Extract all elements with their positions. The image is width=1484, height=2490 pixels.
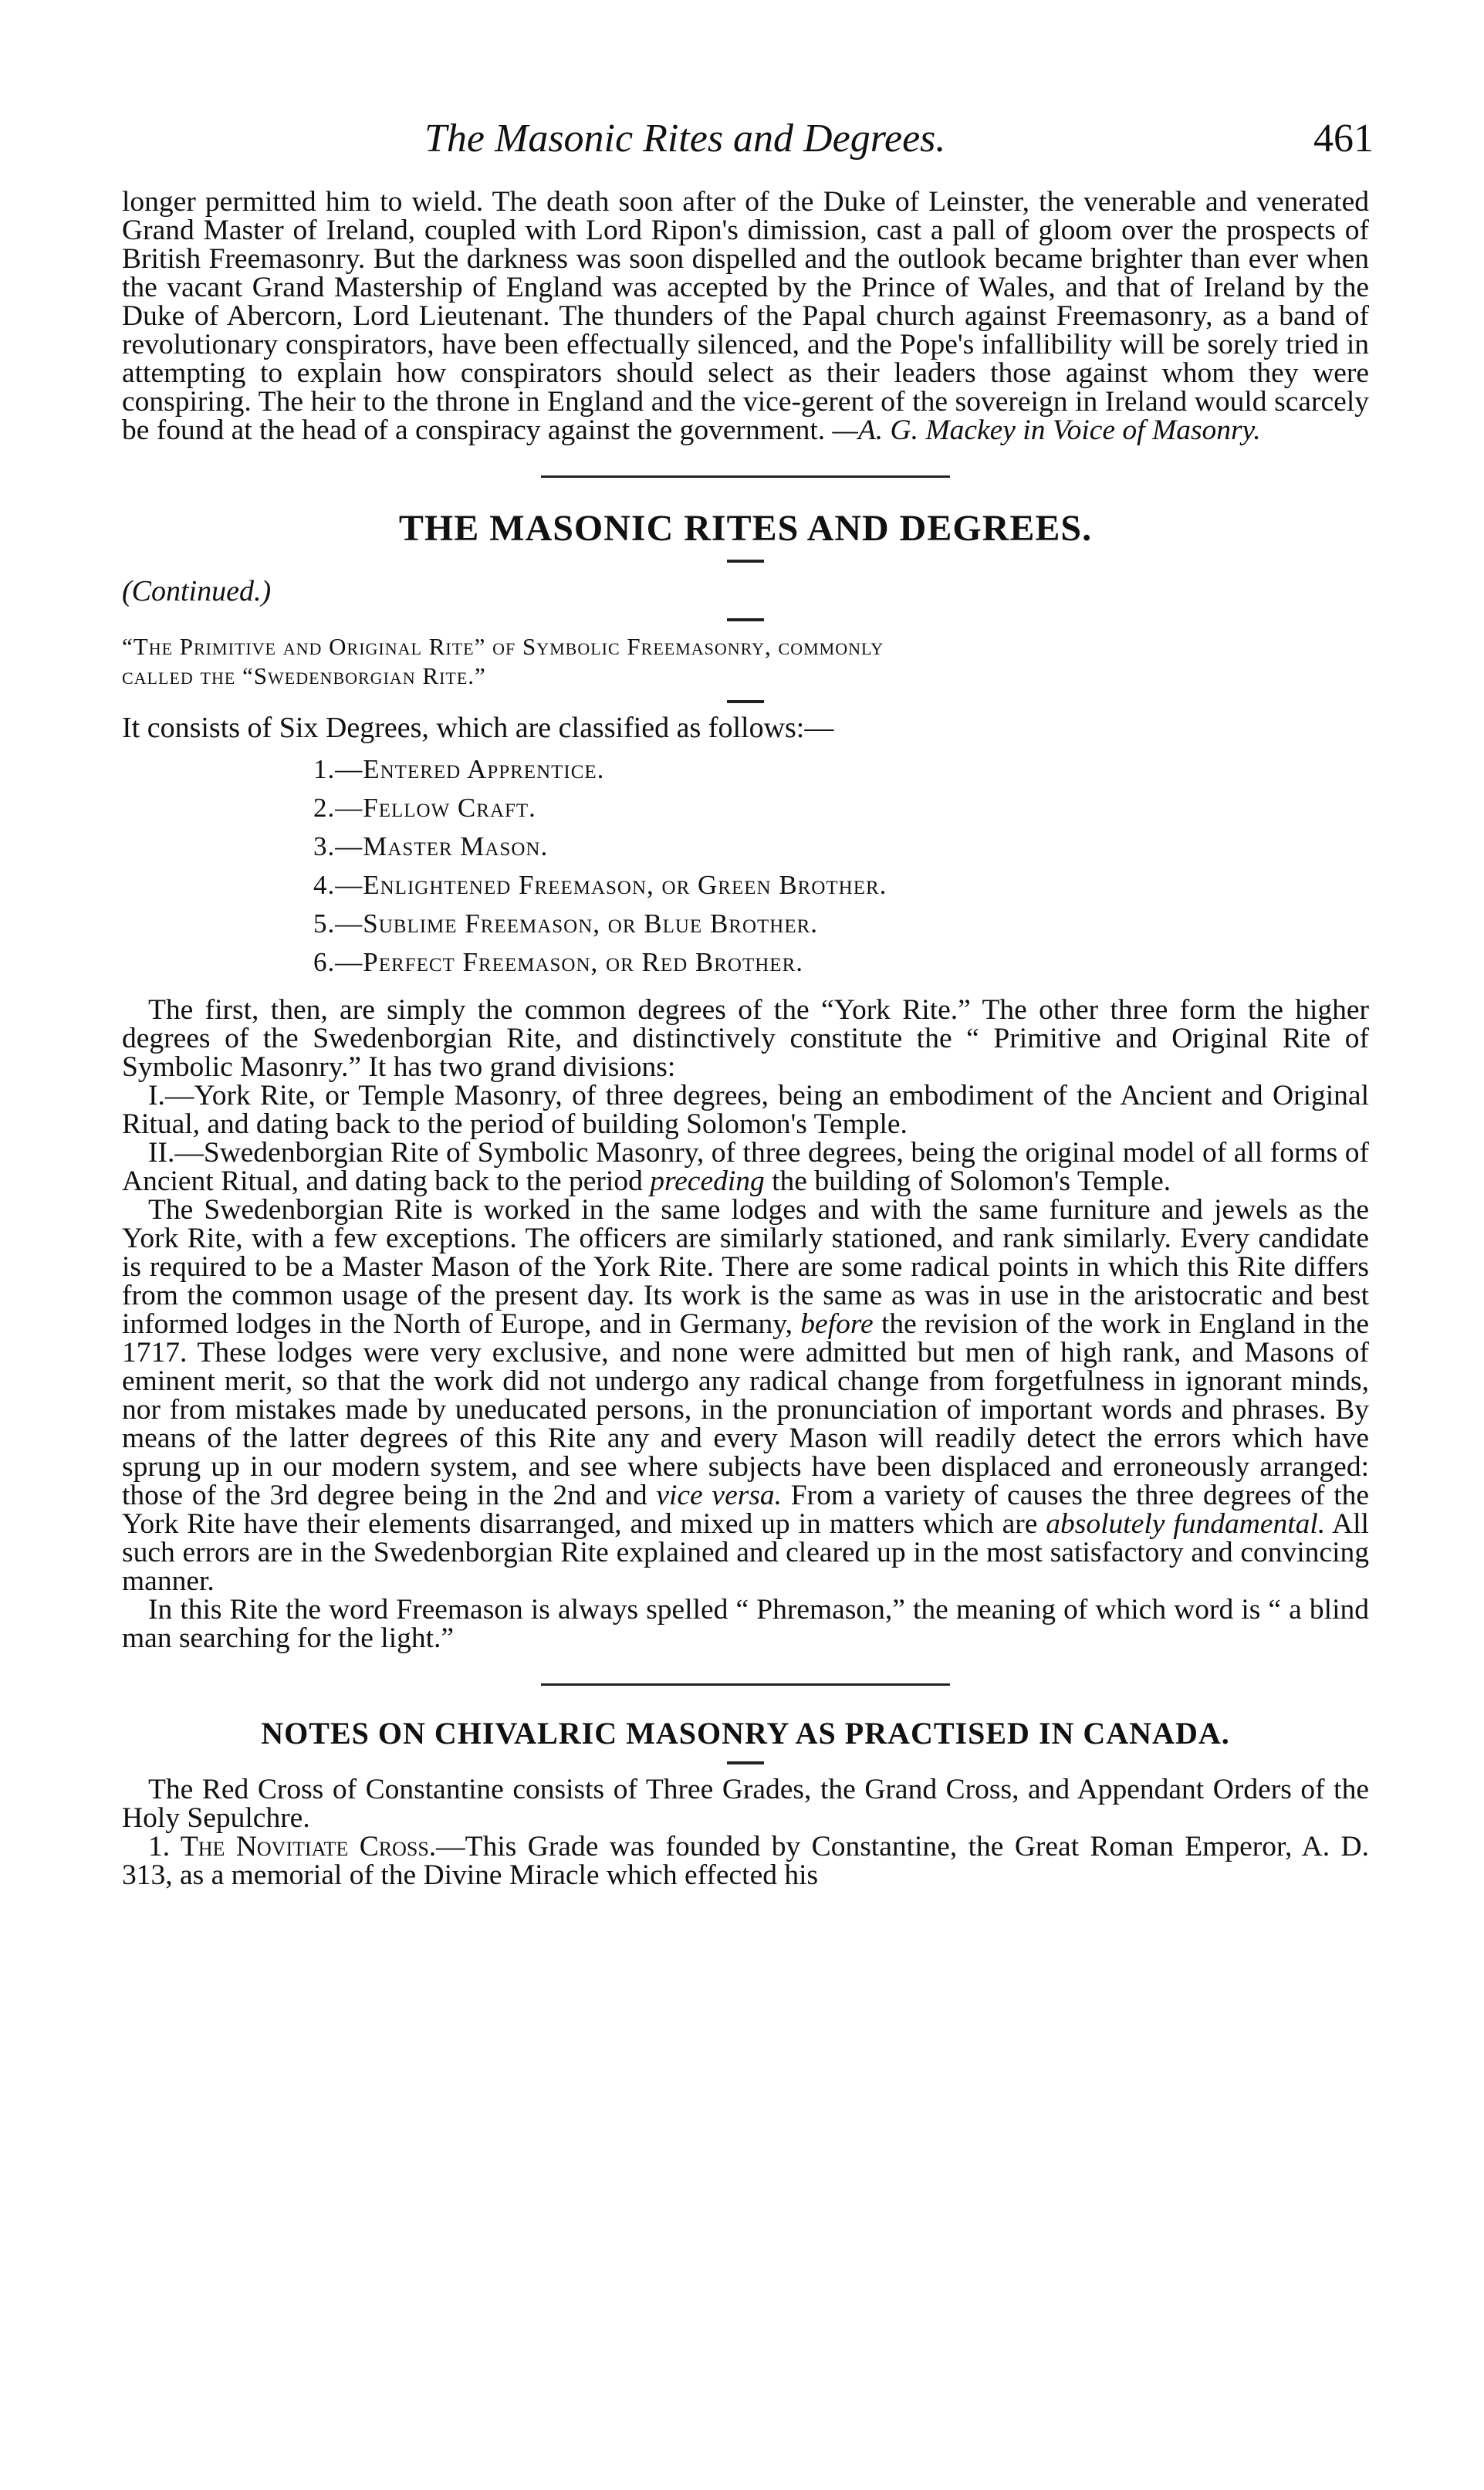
emphasis-text: absolutely fundamental. bbox=[1046, 1508, 1326, 1540]
running-head bbox=[123, 116, 1374, 162]
short-rule bbox=[727, 618, 764, 621]
section1-body bbox=[122, 996, 1369, 1653]
running-title: The Masonic Rites and Degrees. bbox=[424, 117, 946, 161]
paragraph-swedenborgian-rite bbox=[122, 1138, 1369, 1196]
opening-paragraph bbox=[122, 188, 1369, 445]
short-rule bbox=[727, 700, 764, 703]
paragraph-red-cross: The Red Cross of Constantine consists of Three Grades, the Grand Cross, and Appendant Orders of the Holy Sepulchre. bbox=[122, 1774, 1369, 1834]
subtitle-line-2: called the “Swedenborgian Rite.” bbox=[122, 662, 486, 689]
degrees-list bbox=[122, 750, 1369, 982]
emphasis-text: preceding bbox=[650, 1165, 765, 1197]
degree-item: 1.—Entered Apprentice. bbox=[313, 754, 605, 784]
section-divider-rule bbox=[541, 1683, 950, 1686]
text-run: the revision of the work in England in the 1717. These lodges were very exclusive, and none were admitted but men of high rank, and Masons of eminent merit, so that the work did not undergo any radical change from forgetfulness in ignorant minds, nor from mistakes made by uneducated persons, in the pronunciation of important words and phrases. By means of the latter degrees of this Rite any and every Mason will readily detect the errors which have sprung up in our modern system, and see where subjects have been displaced and erroneously arranged: those of the 3rd degree being in the 2nd and bbox=[122, 1308, 1369, 1511]
section-divider-rule bbox=[541, 475, 950, 478]
text-run: the building of Solomon's Temple. bbox=[764, 1165, 1171, 1197]
text-run: From a variety of causes the three degrees of the York Rite have their elements disarranged, and mixed up in matters which are bbox=[122, 1480, 1370, 1540]
short-rule bbox=[727, 1761, 764, 1764]
text-run: —This Grade was founded by Constantine, the Great Roman Emperor, A. D. 313, as a memorial of the Divine Miracle which effected his bbox=[122, 1831, 1369, 1891]
text-run: II.—Swedenborgian Rite of Symbolic Masonry, of three degrees, being the original model of all forms of Ancient Ritual, and dating back to the period bbox=[122, 1137, 1369, 1197]
degree-item: 2.—Fellow Craft. bbox=[313, 793, 536, 823]
continued-label: (Continued.) bbox=[122, 575, 272, 607]
short-rule bbox=[727, 560, 764, 563]
degree-item: 6.—Perfect Freemason, or Red Brother. bbox=[313, 947, 804, 977]
page-content bbox=[122, 188, 1369, 1889]
paragraph-novitiate-cross bbox=[122, 1832, 1369, 1889]
degree-item: 4.—Enlightened Freemason, or Green Brother. bbox=[313, 870, 887, 900]
paragraph-york-rite: I.—York Rite, or Temple Masonry, of three degrees, being an embodiment of the Ancient and Original Ritual, and dating back to the period of building Solomon's Temple. bbox=[122, 1080, 1369, 1140]
page-number: 461 bbox=[1313, 117, 1374, 161]
grade-heading: 1. The Novitiate Cross. bbox=[148, 1831, 437, 1862]
paragraph-first-degrees: The first, then, are simply the common degrees of the “York Rite.” The other three form the higher degrees of the Swedenborgian Rite, and distinctively constitute the “ Primitive and Original Rite of Symbolic Masonry.” It has two grand divisions: bbox=[122, 994, 1369, 1083]
section2-body bbox=[122, 1775, 1369, 1889]
subtitle-line-1: “The Primitive and Original Rite” of Symbolic Freemasonry, commonly bbox=[122, 633, 884, 660]
opening-paragraph-text: longer permitted him to wield. The death soon after of the Duke of Leinster, the venerable and venerated Grand Master of Ireland, coupled with Lord Ripon's dimission, cast a pall of gloom over the prospects of British Freemasonry. But the darkness was soon dispelled and the outlook became brighter than ever when the vacant Grand Mastership of England was accepted by the Prince of Wales, and that of Ireland by the Duke of Abercorn, Lord Lieutenant. The thunders of the Papal church against Freemasonry, as a band of revolutionary conspirators, have been effectually silenced, and the Pope's infallibility will be sorely tried in attempting to explain how conspirators should select as their leaders those against whom they were conspiring. The heir to the throne in England and the vice-gerent of the sovereign in Ireland would scarcely be found at the head of a conspiracy against the government. bbox=[122, 186, 1369, 446]
opening-signature: —A. G. Mackey in Voice of Masonry. bbox=[832, 414, 1261, 446]
paragraph-lodges bbox=[122, 1196, 1369, 1595]
emphasis-text: before bbox=[800, 1308, 874, 1340]
text-run: The Swedenborgian Rite is worked in the same lodges and with the same furniture and jewels as the York Rite, with a few exceptions. The officers are similarly stationed, and rank similarly. Every candidate is required to be a Master Mason of the York Rite. There are some radical points in which this Rite differs from the common usage of the present day. Its work is the same as was in use in the aristocratic and best informed lodges in the North of Europe, and in Germany, bbox=[122, 1194, 1369, 1340]
degree-item: 5.—Sublime Freemason, or Blue Brother. bbox=[313, 908, 819, 939]
paragraph-phremason: In this Rite the word Freemason is always spelled “ Phremason,” the meaning of which word is “ a blind man searching for the light.” bbox=[122, 1594, 1369, 1654]
section-title-masonic-rites: THE MASONIC RITES AND DEGREES. bbox=[398, 508, 1093, 549]
section-title-chivalric-masonry: NOTES ON CHIVALRIC MASONRY AS PRACTISED IN CANADA. bbox=[261, 1716, 1230, 1751]
emphasis-text: vice versa. bbox=[656, 1480, 783, 1511]
degrees-intro: It consists of Six Degrees, which are classified as follows:— bbox=[122, 712, 834, 744]
degree-item: 3.—Master Mason. bbox=[313, 831, 549, 861]
text-run: All such errors are in the Swedenborgian Rite explained and cleared up in the most satisfactory and convincing manner. bbox=[122, 1508, 1369, 1597]
